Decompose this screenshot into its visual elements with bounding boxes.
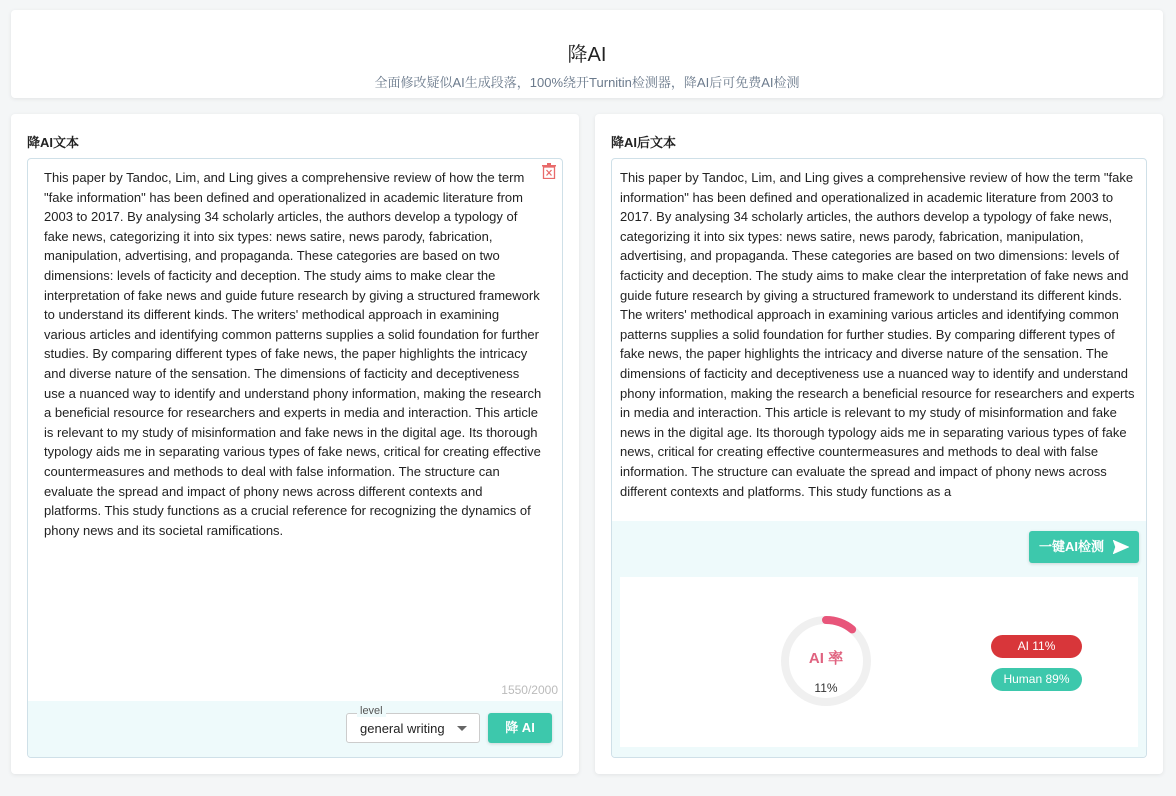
output-text-box	[611, 158, 1147, 758]
input-footer	[28, 701, 562, 757]
ai-detect-button[interactable]	[1029, 531, 1139, 563]
page-header	[11, 10, 1163, 98]
output-text: This paper by Tandoc, Lim, and Ling gives a comprehensive review of how the term "fake information" has been defined and operationalized in academic literature from 2003 to 2017. By analysing 34 scholarly articles, the authors develop a typology of fake news, categorizing it into six types: news satire, news parody, fabrication, manipulation, advertising, and propaganda. These categories are based on two dimensions: levels of facticity and deception. The study aims to make clear the interpretation of fake news and guide future research by giving a structured framework to understand its different kinds. The writers' methodical approach in examining various articles and identifying common patterns supplies a solid foundation for further studies. By comparing different types of fake news, the paper highlights the intricacy and diverse nature of the sensation. The dimensions of facticity and deceptiveness use a nuanced way to identify and understand phony information, making the research a beneficial resource for researchers and experts in media and interaction. This article is relevant to my study of misinformation and fake news in the digital age. Its thorough typology aids me in separating various types of fake news, critical for creating effective countermeasures and methods to deal with false information. The structure can evaluate the spread and impact of phony news across different contexts and platforms. This study functions as a	[620, 170, 1135, 499]
input-panel-label: 降AI文本	[27, 135, 80, 150]
detection-result	[620, 577, 1138, 747]
level-select-value: general writing	[360, 721, 445, 736]
level-select-legend: level	[357, 705, 386, 717]
gauge-label: AI 率	[808, 650, 844, 667]
gauge-value: 11%	[814, 681, 838, 695]
page-title: 降AI	[567, 44, 607, 66]
detect-area	[612, 521, 1146, 758]
human-percent-badge: Human 89%	[991, 668, 1082, 691]
char-count: 1550/2000	[501, 683, 558, 697]
chevron-down-icon	[457, 726, 467, 731]
send-icon	[1113, 540, 1129, 554]
trash-icon[interactable]	[542, 163, 556, 179]
reduce-ai-button[interactable]: 降 AI	[488, 713, 552, 743]
output-panel	[595, 114, 1163, 774]
input-textarea[interactable]: This paper by Tandoc, Lim, and Ling gives a comprehensive review of how the term "fake information" has been defined and operationalized in academic literature from 2003 to 2017. By analysing 34 scholarly articles, the authors develop a typology of fake news, categorizing it into six types: news satire, news parody, fabrication, manipulation, advertising, and propaganda. These categories are based on two dimensions: levels of facticity and deception. The study aims to make clear the interpretation of fake news and guide future research by giving a structured framework to understand its different kinds. The writers' methodical approach in examining various articles and identifying common patterns supplies a solid foundation for further studies. By comparing different types of fake news, the paper highlights the intricacy and diverse nature of the sensation. The dimensions of facticity and deceptiveness use a nuanced way to identify and understand phony information, making the research a beneficial resource for researchers and experts in media and interaction. This article is relevant to my study of misinformation and fake news in the digital age. Its thorough typology aids me in separating various types of fake news, critical for creating effective countermeasures and methods to deal with false information. The structure can evaluate the spread and impact of phony news across different contexts and platforms. This study functions as a crucial reference for recognizing the dynamics of phony news and its societal ramifications.	[44, 170, 542, 538]
page-subtitle: 全面修改疑似AI生成段落，100%绕开Turnitin检测器，降AI后可免费AI检测	[374, 75, 800, 90]
ai-detect-button-label: 一键AI检测	[1039, 539, 1105, 554]
output-panel-label: 降AI后文本	[611, 135, 677, 150]
input-panel	[11, 114, 579, 774]
input-text-box[interactable]	[27, 158, 563, 758]
ai-percent-badge: AI 11%	[991, 635, 1082, 658]
level-select[interactable]	[346, 705, 480, 743]
